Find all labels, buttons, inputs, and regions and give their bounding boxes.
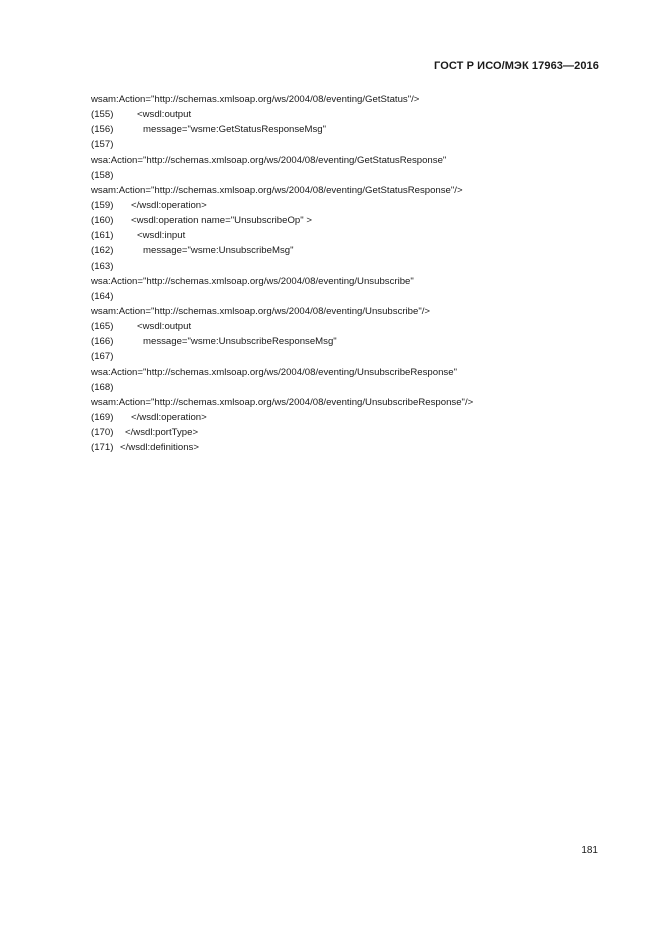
- line-text: message="wsme:UnsubscribeMsg": [143, 245, 294, 257]
- code-line: [91, 168, 611, 183]
- code-line: [91, 304, 611, 319]
- code-line: [91, 380, 611, 395]
- code-line: [91, 349, 611, 364]
- line-number: (164): [91, 290, 114, 302]
- line-number: (163): [91, 260, 114, 272]
- line-number: (168): [91, 381, 114, 393]
- code-line: [91, 228, 611, 243]
- code-line: [91, 259, 611, 274]
- line-text: <wsdl:output: [137, 109, 192, 121]
- line-text: wsa:Action="http://schemas.xmlsoap.org/ws/2004/08/eventing/Unsubscribe": [91, 275, 414, 287]
- code-line: [91, 243, 611, 258]
- code-line: [91, 365, 611, 380]
- line-number: (165): [91, 321, 114, 333]
- code-line: [91, 137, 611, 152]
- code-line: [91, 289, 611, 304]
- code-line: [91, 440, 611, 455]
- code-line: [91, 334, 611, 349]
- line-text: </wsdl:operation>: [131, 199, 207, 211]
- line-text: wsam:Action="http://schemas.xmlsoap.org/ws/2004/08/eventing/UnsubscribeResponse"/>: [91, 396, 474, 408]
- page-number: 181: [581, 845, 598, 856]
- line-number: (161): [91, 230, 114, 242]
- code-line: [91, 107, 611, 122]
- line-text: </wsdl:portType>: [125, 427, 199, 439]
- line-number: (167): [91, 351, 114, 363]
- line-text: wsam:Action="http://schemas.xmlsoap.org/ws/2004/08/eventing/GetStatusResponse"/>: [91, 184, 463, 196]
- line-text: <wsdl:operation name="UnsubscribeOp" >: [131, 215, 312, 227]
- code-line: [91, 122, 611, 137]
- line-text: </wsdl:operation>: [131, 411, 207, 423]
- line-text: </wsdl:definitions>: [120, 442, 199, 454]
- line-number: (157): [91, 139, 114, 151]
- code-line: [91, 395, 611, 410]
- line-number: (170): [91, 427, 114, 439]
- line-text: message="wsme:GetStatusResponseMsg": [143, 124, 327, 136]
- line-number: (171): [91, 442, 114, 454]
- line-text: wsa:Action="http://schemas.xmlsoap.org/ws/2004/08/eventing/GetStatusResponse": [91, 154, 447, 166]
- line-text: wsam:Action="http://schemas.xmlsoap.org/ws/2004/08/eventing/Unsubscribe"/>: [91, 305, 431, 317]
- code-line: [91, 425, 611, 440]
- line-text: <wsdl:input: [137, 230, 186, 242]
- line-number: (160): [91, 215, 114, 227]
- line-number: (158): [91, 169, 114, 181]
- code-line: [91, 410, 611, 425]
- line-text: <wsdl:output: [137, 321, 192, 333]
- code-line: [91, 198, 611, 213]
- line-number: (162): [91, 245, 114, 257]
- code-listing: [91, 92, 611, 455]
- document-header: ГОСТ Р ИСО/МЭК 17963—2016: [434, 60, 599, 72]
- line-text: wsam:Action="http://schemas.xmlsoap.org/ws/2004/08/eventing/GetStatus"/>: [91, 94, 420, 105]
- code-line: [91, 183, 611, 198]
- code-line: [91, 92, 611, 107]
- line-text: message="wsme:UnsubscribeResponseMsg": [143, 336, 337, 348]
- line-number: (156): [91, 124, 114, 136]
- line-number: (169): [91, 411, 114, 423]
- code-line: [91, 274, 611, 289]
- code-line: [91, 153, 611, 168]
- line-text: wsa:Action="http://schemas.xmlsoap.org/ws/2004/08/eventing/UnsubscribeResponse": [91, 366, 457, 378]
- line-number: (155): [91, 109, 114, 121]
- line-number: (166): [91, 336, 114, 348]
- line-number: (159): [91, 199, 114, 211]
- code-line: [91, 319, 611, 334]
- code-line: [91, 213, 611, 228]
